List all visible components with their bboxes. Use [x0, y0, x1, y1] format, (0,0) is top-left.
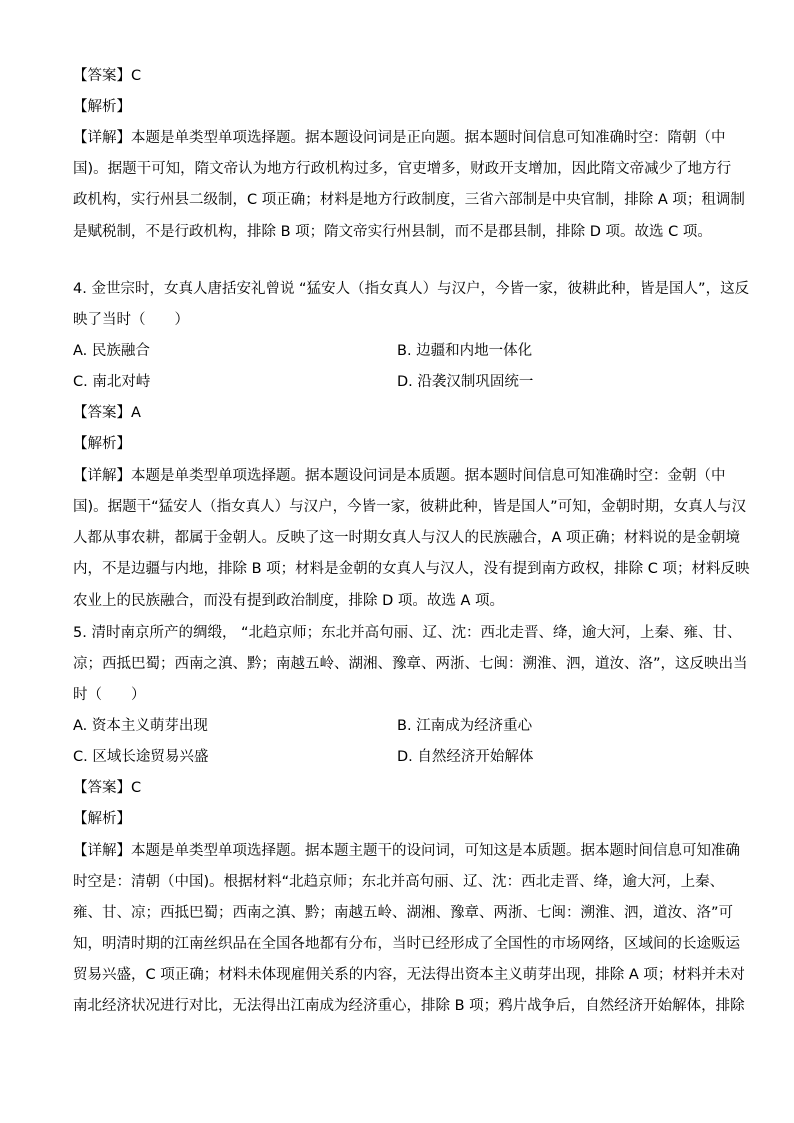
- q3-analysis-label: 【解析】: [73, 99, 131, 115]
- q5-detail-line-2: 时空是：清朝（中国)。根据材料“北趋京师；东北并高句丽、辽、沈：西北走晋、绛，逾大河，上秦、: [73, 874, 725, 890]
- q4-detail-line-3: 人都从事农耕，都属于金朝人。反映了这一时期女真人与汉人的民族融合，A 项正确；材料说的是金朝境: [73, 530, 741, 546]
- q4-option-d: D. 沿袭汉制巩固统一: [397, 374, 534, 390]
- q5-detail-line-1: 【详解】本题是单类型单项选择题。据本题主题干的设问词，可知这是本质题。据本题时间信息可知准确: [73, 843, 740, 859]
- q5-option-d: D. 自然经济开始解体: [397, 749, 534, 765]
- q5-detail-line-6: 南北经济状况进行对比，无法得出江南成为经济重心，排除 B 项；鸦片战争后，自然经济开始解体，排除: [73, 998, 745, 1014]
- q3-detail-line-2: 国)。据题干可知，隋文帝认为地方行政机构过多，官吏增多，财政开支增加，因此隋文帝减少了地方行: [73, 161, 732, 177]
- q3-answer: 【答案】C: [73, 68, 142, 84]
- q5-stem-line-2: 凉；西抵巴蜀；西南之滇、黔；南越五岭、湖湘、豫章、两浙、七闽：溯淮、泗，道汝、洛”，这反映出当: [73, 656, 748, 672]
- q4-stem-line-2: 映了当时（ ）: [73, 312, 189, 328]
- q5-detail-line-4: 知，明清时期的江南丝织品在全国各地都有分布，当时已经形成了全国性的市场网络，区域间的长途贩运: [73, 936, 740, 952]
- q5-detail-line-3: 雍、甘、凉；西抵巴蜀；西南之滇、黔；南越五岭、湖湘、豫章、两浙、七闽：溯淮、泗，道汝、洛”可: [73, 905, 734, 921]
- q4-detail-line-4: 内，不是边疆与内地，排除 B 项；材料是金朝的女真人与汉人，没有提到南方政权，排除 C 项；材料反映: [73, 561, 750, 577]
- q5-analysis-label: 【解析】: [73, 811, 131, 827]
- q3-detail-line-1: 【详解】本题是单类型单项选择题。据本题设问词是正向题。据本题时间信息可知准确时空：隋朝（中: [73, 130, 726, 146]
- q4-option-a: A. 民族融合: [73, 343, 150, 359]
- q4-option-b: B. 边疆和内地一体化: [397, 343, 533, 359]
- q3-detail-line-3: 政机构，实行州县二级制，C 项正确；材料是地方行政制度，三省六部制是中央官制，排除 A 项；租调制: [73, 192, 745, 208]
- q4-answer: 【答案】A: [73, 405, 141, 421]
- q5-detail-line-5: 贸易兴盛，C 项正确；材料未体现雇佣关系的内容，无法得出资本主义萌芽出现，排除 A 项；材料并未对: [73, 967, 745, 983]
- q5-stem-line-3: 时（ ）: [73, 687, 146, 703]
- q4-detail-line-1: 【详解】本题是单类型单项选择题。据本题设问词是本质题。据本题时间信息可知准确时空：金朝（中: [73, 468, 726, 484]
- q5-option-c: C. 区域长途贸易兴盛: [73, 749, 209, 765]
- q4-option-c: C. 南北对峙: [73, 374, 151, 390]
- q4-detail-line-5: 农业上的民族融合，而没有提到政治制度，排除 D 项。故选 A 项。: [73, 593, 505, 609]
- q4-analysis-label: 【解析】: [73, 436, 131, 452]
- q3-detail-line-4: 是赋税制，不是行政机构，排除 B 项；隋文帝实行州县制，而不是郡县制，排除 D 项。故选 C 项。: [73, 224, 712, 240]
- q4-detail-line-2: 国)。据题干“猛安人（指女真人）与汉户，今皆一家，彼耕此种，皆是国人”可知，金朝时期，女真人与汉: [73, 499, 747, 515]
- q5-answer: 【答案】C: [73, 780, 142, 796]
- q5-stem-line-1: 5. 清时南京所产的绸缎， “北趋京师；东北并高句丽、辽、沈：西北走晋、绛，逾大河，上秦、雍、甘、: [73, 625, 742, 641]
- q5-option-b: B. 江南成为经济重心: [397, 718, 533, 734]
- q5-option-a: A. 资本主义萌芽出现: [73, 718, 208, 734]
- q4-stem-line-1: 4. 金世宗时，女真人唐括安礼曾说 “猛安人（指女真人）与汉户，今皆一家，彼耕此种，皆是国人”，这反: [73, 281, 750, 297]
